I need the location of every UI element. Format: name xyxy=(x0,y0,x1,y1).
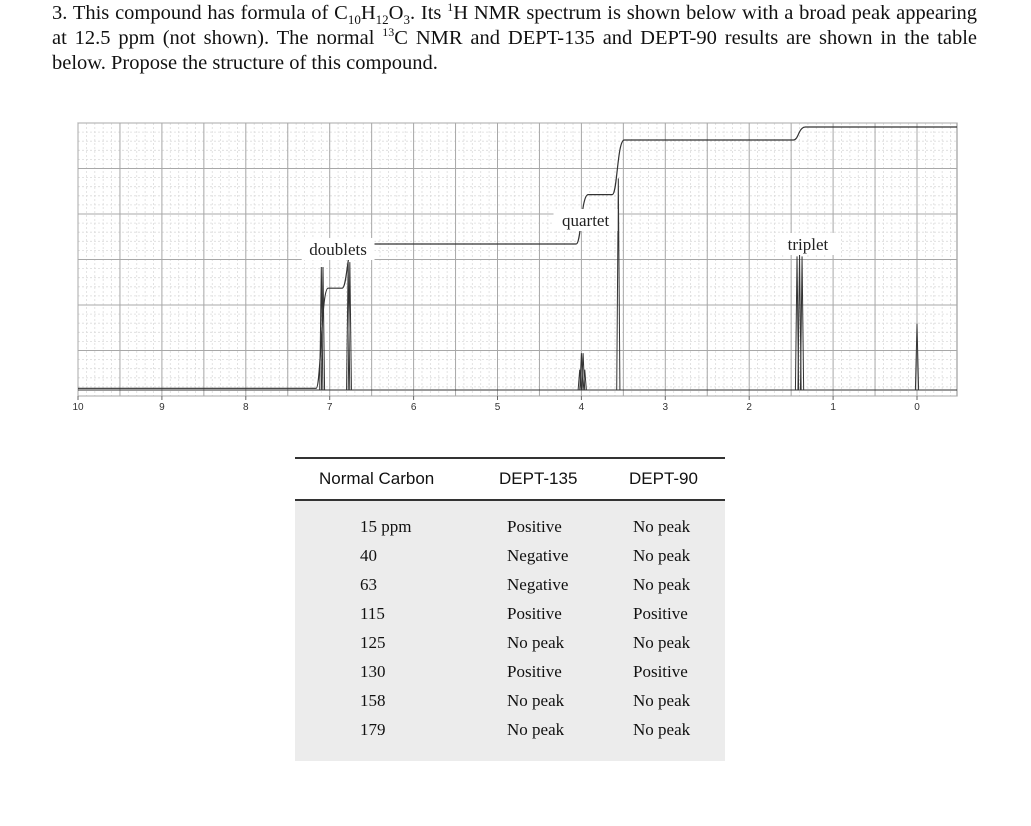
cell-carbon: 15 ppm xyxy=(360,517,412,536)
question-text: 3. This compound has formula of $C_{10}H_{12}O_3$. Its $^1$H NMR spectrum is shown below with a broad peak appearing at 12.5 ppm (not shown). The normal $^{13}$C NMR and DEPT-135 and DEPT-90 results are shown in the table below. Propose the structure of this compound. xyxy=(52,0,977,74)
cell-dept90: Positive xyxy=(633,604,688,623)
x-tick-label: 9 xyxy=(159,402,165,413)
x-tick-label: 1 xyxy=(830,402,836,413)
table-row xyxy=(295,517,725,546)
x-tick-label: 8 xyxy=(243,402,249,413)
table-row xyxy=(295,575,725,604)
cell-dept90: No peak xyxy=(633,691,691,710)
dept-table xyxy=(295,457,725,761)
table-row xyxy=(295,720,725,749)
cell-dept90: No peak xyxy=(633,546,691,565)
annotation-quartet: quartet xyxy=(561,211,610,230)
table-row xyxy=(295,691,725,720)
cell-dept135: Positive xyxy=(507,517,562,536)
cell-dept135: Negative xyxy=(507,575,569,594)
x-tick-label: 2 xyxy=(746,402,752,413)
cell-dept135: Positive xyxy=(507,604,562,623)
x-tick-label: 3 xyxy=(662,402,669,413)
cell-dept90: No peak xyxy=(633,575,691,594)
cell-dept135: No peak xyxy=(507,720,565,739)
x-tick-label: 7 xyxy=(326,402,333,413)
cell-dept135: No peak xyxy=(507,691,565,710)
cell-dept135: Positive xyxy=(507,662,562,681)
x-tick-label: 5 xyxy=(494,402,501,413)
annotation-doublets: doublets xyxy=(309,240,367,259)
cell-carbon: 179 xyxy=(360,720,386,739)
cell-carbon: 125 xyxy=(360,633,386,652)
table-body xyxy=(295,501,725,761)
cell-carbon: 158 xyxy=(360,691,386,710)
annotation-triplet: triplet xyxy=(787,235,829,254)
cell-carbon: 115 xyxy=(360,604,385,623)
table-row xyxy=(295,604,725,633)
cell-dept135: No peak xyxy=(507,633,565,652)
x-tick-label: 6 xyxy=(410,402,417,413)
table-row xyxy=(295,633,725,662)
col-header-normal-carbon: Normal Carbon xyxy=(319,469,435,488)
table-header xyxy=(295,457,725,501)
x-tick-label: 10 xyxy=(72,402,84,413)
table-row xyxy=(295,662,725,691)
cell-carbon: 63 xyxy=(360,575,377,594)
x-tick-label: 0 xyxy=(914,402,920,413)
cell-carbon: 40 xyxy=(360,546,377,565)
x-axis xyxy=(72,396,920,413)
col-header-dept-135: DEPT-135 xyxy=(499,469,578,488)
cell-dept90: No peak xyxy=(633,720,691,739)
x-tick-label: 4 xyxy=(578,402,585,413)
cell-dept90: Positive xyxy=(633,662,688,681)
cell-dept90: No peak xyxy=(633,633,691,652)
cell-dept90: No peak xyxy=(633,517,691,536)
cell-carbon: 130 xyxy=(360,662,386,681)
table-row xyxy=(295,546,725,575)
col-header-dept-90: DEPT-90 xyxy=(629,469,698,488)
cell-dept135: Negative xyxy=(507,546,569,565)
spectrum-grid xyxy=(78,123,957,396)
